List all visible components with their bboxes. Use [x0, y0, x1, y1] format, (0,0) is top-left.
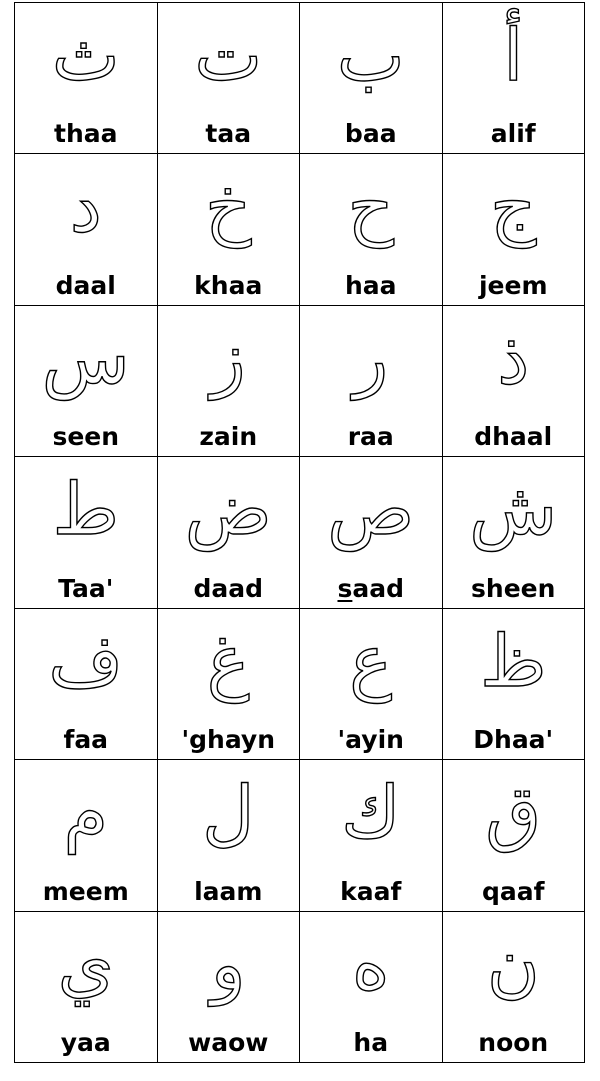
letter-name-label: jeem: [478, 270, 548, 300]
letter-name-label: thaa: [54, 119, 118, 149]
arabic-letter-glyph: ظ: [479, 618, 547, 703]
letter-cell: [15, 3, 158, 154]
letter-name-label: Taa': [58, 573, 114, 603]
letter-name-label: daad: [193, 573, 264, 603]
arabic-letter-glyph: ز: [210, 315, 246, 400]
letter-name-label: saad: [337, 573, 405, 603]
letter-cell: [300, 760, 443, 911]
letter-name-label: ha: [353, 1028, 389, 1057]
letter-cell: [300, 154, 443, 305]
arabic-letter-glyph: ت: [194, 13, 263, 97]
arabic-letter-glyph: ذ: [497, 315, 530, 400]
letter-cell: [443, 154, 586, 305]
letter-cell: [300, 609, 443, 760]
letter-name-label: daal: [55, 270, 116, 300]
letter-name-label: haa: [344, 270, 397, 300]
arabic-letter-glyph: ع: [349, 618, 393, 703]
letter-cell: [443, 609, 586, 760]
arabic-letter-glyph: ي: [57, 921, 114, 1006]
letter-cell: [158, 457, 301, 608]
letter-cell: [15, 154, 158, 305]
arabic-letter-glyph: ك: [341, 770, 401, 855]
letter-name-label: qaaf: [481, 876, 545, 906]
letter-name-label: taa: [205, 119, 252, 149]
arabic-letter-glyph: ش: [469, 467, 558, 552]
arabic-letter-glyph: ث: [51, 13, 120, 97]
arabic-letter-glyph: ل: [202, 770, 255, 855]
letter-name-label: yaa: [60, 1028, 111, 1057]
letter-name-label: zain: [199, 422, 258, 452]
arabic-letter-glyph: ب: [336, 13, 405, 97]
letter-cell: [158, 306, 301, 457]
letter-name-label: Dhaa': [473, 725, 554, 755]
letter-cell: [15, 609, 158, 760]
arabic-letter-glyph: ح: [347, 164, 394, 249]
letter-name-label: baa: [344, 119, 397, 149]
letter-cell: [443, 306, 586, 457]
letter-cell: [158, 609, 301, 760]
arabic-letter-glyph: ن: [486, 921, 540, 1006]
letter-name-label: 'ayin: [337, 725, 404, 755]
arabic-letter-glyph: ه: [351, 921, 390, 1006]
arabic-letter-glyph: ط: [52, 467, 120, 552]
letter-cell: [158, 154, 301, 305]
arabic-letter-glyph: س: [41, 315, 130, 400]
letter-name-label: kaaf: [340, 876, 402, 906]
letter-cell: [300, 457, 443, 608]
arabic-letter-glyph: خ: [205, 164, 252, 249]
letter-cell: [15, 457, 158, 608]
letter-cell: [300, 306, 443, 457]
letter-cell: [15, 760, 158, 911]
letter-cell: [443, 3, 586, 154]
letter-name-label: raa: [347, 422, 394, 452]
letter-cell: [15, 306, 158, 457]
arabic-letter-glyph: ق: [485, 770, 542, 855]
letter-name-label: laam: [194, 876, 263, 906]
letter-cell: [158, 760, 301, 911]
letter-cell: [300, 912, 443, 1063]
arabic-letter-glyph: غ: [206, 618, 250, 703]
letter-cell: [443, 760, 586, 911]
letter-name-label: seen: [52, 422, 120, 452]
letter-name-label: dhaal: [474, 422, 553, 452]
letter-name-label: meem: [42, 876, 129, 906]
letter-name-label: faa: [63, 725, 109, 755]
arabic-letter-glyph: ض: [184, 467, 272, 552]
letter-cell: [443, 457, 586, 608]
letter-name-label: 'ghayn: [181, 725, 276, 755]
arabic-letter-glyph: ر: [353, 315, 389, 400]
arabic-letter-glyph: م: [63, 770, 109, 855]
letter-cell: [300, 3, 443, 154]
letter-cell: [158, 3, 301, 154]
arabic-letter-glyph: د: [69, 164, 102, 249]
letter-name-label: sheen: [471, 573, 556, 603]
letter-name-label: khaa: [194, 270, 263, 300]
arabic-letter-glyph: ج: [490, 164, 537, 249]
arabic-letter-glyph: ف: [48, 618, 124, 703]
arabic-letter-glyph: أ: [503, 13, 524, 97]
letter-name-label: alif: [490, 119, 536, 149]
arabic-letter-glyph: ص: [327, 467, 415, 552]
letter-cell: [443, 912, 586, 1063]
alphabet-chart: [14, 2, 585, 1063]
arabic-letter-glyph: و: [210, 921, 246, 1006]
letter-name-label: waow: [188, 1028, 269, 1057]
letter-cell: [158, 912, 301, 1063]
letter-name-label: noon: [478, 1028, 549, 1057]
letter-cell: [15, 912, 158, 1063]
